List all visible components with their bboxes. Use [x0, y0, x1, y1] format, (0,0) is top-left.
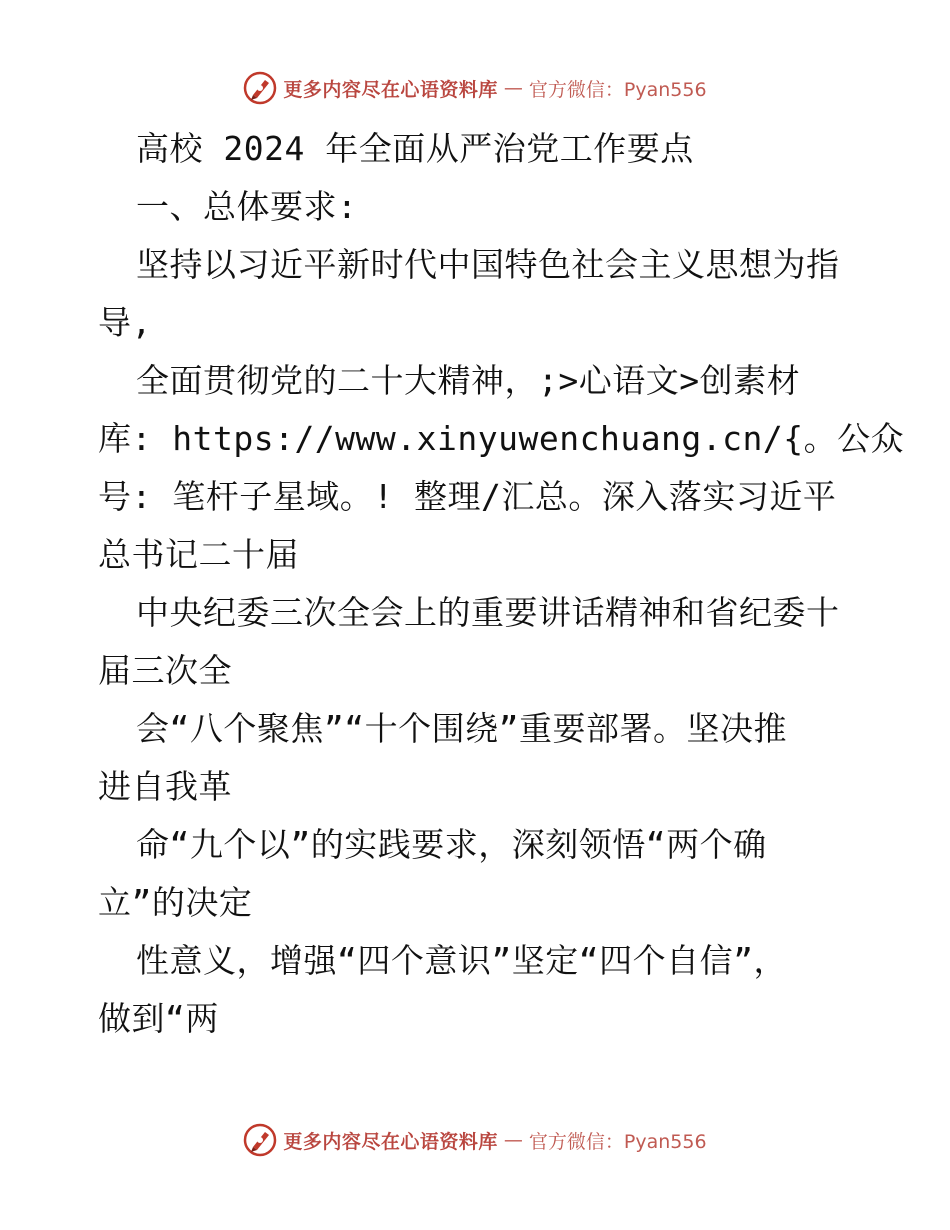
- footer-wechat-label: 官方微信：Pyan556: [528, 1130, 707, 1153]
- document-line: 中央纪委三次全会上的重要讲话精神和省纪委十: [136, 593, 840, 632]
- document-line: 库: https://www.xinyuwenchuang.cn/{。公众: [98, 419, 905, 458]
- pen-logo-icon: [243, 1123, 277, 1157]
- header-banner-content: [243, 71, 706, 105]
- header-wechat-label: 官方微信：Pyan556: [528, 78, 707, 101]
- document-title: 高校 2024 年全面从严治党工作要点: [136, 129, 694, 168]
- header-promo-text: 更多内容尽在心语资料库: [283, 78, 498, 101]
- document-line: 做到“两: [98, 999, 219, 1038]
- document-line: 全面贯彻党的二十大精神，;>心语文>创素材: [136, 361, 801, 400]
- document-line: 号: 笔杆子星域。! 整理/汇总。深入落实习近平: [98, 477, 837, 516]
- document-line: 坚持以习近平新时代中国特色社会主义思想为指: [136, 245, 840, 284]
- document-line: 一、总体要求:: [136, 187, 358, 226]
- document-line: 会“八个聚焦”“十个围绕”重要部署。坚决推: [136, 709, 787, 748]
- header-separator: —: [503, 77, 523, 99]
- document-line: 进自我革: [98, 767, 232, 806]
- document-line: 立”的决定: [98, 883, 253, 922]
- document-line: 性意义，增强“四个意识”坚定“四个自信”，: [136, 941, 787, 980]
- footer-banner: [0, 1120, 950, 1160]
- footer-promo-text: 更多内容尽在心语资料库: [283, 1130, 498, 1153]
- footer-banner-content: [243, 1123, 706, 1157]
- document-line: 总书记二十届: [98, 535, 299, 574]
- header-banner: [0, 68, 950, 108]
- document-line: 导,: [98, 303, 152, 342]
- document-line: 命“九个以”的实践要求，深刻领悟“两个确: [136, 825, 767, 864]
- document-body: [98, 120, 905, 1048]
- pen-logo-icon: [243, 71, 277, 105]
- document-line: 届三次全: [98, 651, 232, 690]
- footer-separator: —: [503, 1129, 523, 1151]
